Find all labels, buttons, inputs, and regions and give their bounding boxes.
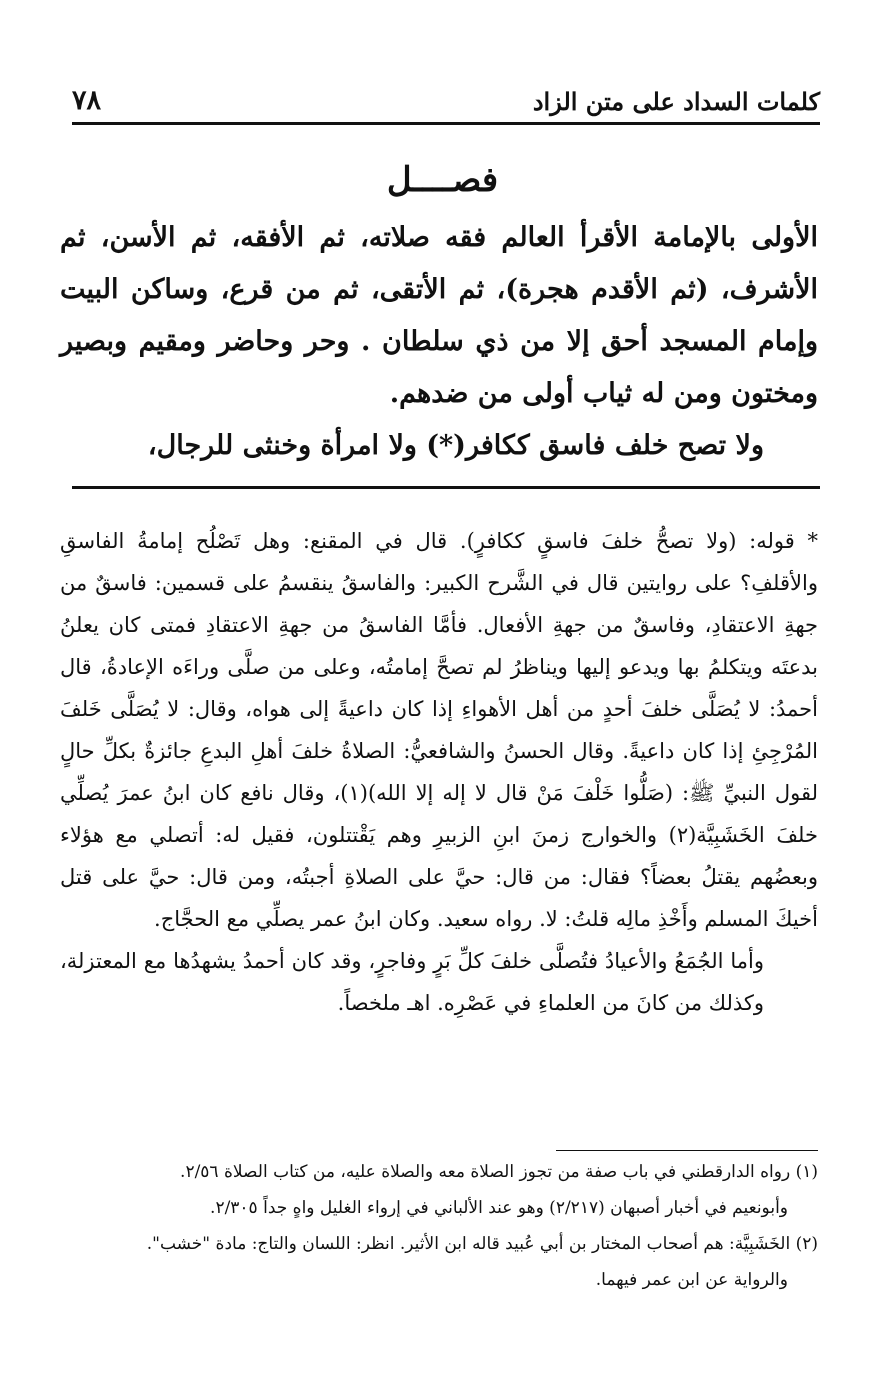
footnote-1: (١) رواه الدارقطني في باب صفة من تجوز الصلاة معه والصلاة عليه، من كتاب الصلاة ٢/٥٦.	[180, 1162, 818, 1182]
main-divider	[72, 486, 820, 489]
footnote-2-continued: والرواية عن ابن عمر فيهما.	[595, 1270, 788, 1290]
footnote-2: (٢) الخَشَبِيَّة: هم أصحاب المختار بن أبي عُبيد قاله ابن الأثير. انظر: اللسان والتاج: مادة "خشب".	[146, 1234, 818, 1254]
commentary-paragraph: وأما الجُمَعُ والأعيادُ فتُصلَّى خلفَ كلِّ بَرٍ وفاجرٍ، وقد كان أحمدُ يشهدُها مع المعتزلة، وكذلك من كانَ من العلماءِ في عَصْرِه. اهـ ملخصاً.	[60, 949, 764, 1015]
main-paragraph: ولا تصح خلف فاسق ككافر(*) ولا امرأة وخنثى للرجال،	[147, 430, 764, 461]
commentary	[60, 520, 818, 1024]
main-text	[60, 212, 818, 472]
running-header	[72, 78, 820, 125]
page-number: ٧٨	[72, 85, 102, 116]
section-title: فصــــل	[386, 160, 499, 200]
footnotes	[60, 1154, 818, 1298]
header-title: كلمات السداد على متن الزاد	[532, 87, 820, 116]
footnote-divider	[556, 1150, 818, 1151]
commentary-paragraph: * قوله: (ولا تصحُّ خلفَ فاسقٍ ككافرٍ). قال في المقنع: وهل تَصْلُح إمامةُ الفاسقِ والأقلفِ؟ على روايتين قال في الشَّرح الكبير: والفاسقُ ينقسمُ على قسمين: فاسقٌ من جهةِ الاعتقادِ، وفاسقٌ من جهةِ الأفعال. فأمَّا الفاسقُ من جهةِ الاعتقادِ فمتى كان يعلنُ بدعتَه ويتكلمُ بها ويدعو إليها ويناظرُ لم تصحَّ إمامتُه، وعلى من صلَّى وراءَه الإعادةُ، قال أحمدُ: لا يُصَلَّى خلفَ أحدٍ من أهل الأهواءِ إذا كان داعيةً إلى هواه، وقال: لا يُصَلَّى خَلفَ المُرْجِئِ إذا كان داعيةً. وقال الحسنُ والشافعيُّ: الصلاةُ خلفَ أهلِ البدعِ جائزةٌ بكلِّ حالٍ لقول النبيِّ ﷺ: (صَلُّوا خَلْفَ مَنْ قال لا إله إلا الله)(١)، وقال نافع كان ابنُ عمرَ يُصلِّي خلفَ الخَشَبِيَّة(٢) والخوارج زمنَ ابنِ الزبيرِ وهم يَقْتتلون، فقيل له: أتصلي مع هؤلاء وبعضُهم يقتلُ بعضاً؟ فقال: من قال: حيَّ على الصلاةِ أجبتُه، ومن قال: حيَّ على قتل أخيكَ المسلم وأَخْذِ مالِه قلتُ: لا. رواه سعيد. وكان ابنُ عمر يصلِّي مع الحجَّاج.	[60, 529, 818, 931]
footnote-1-continued: وأبونعيم في أخبار أصبهان (٢/٢١٧) وهو عند الألباني في إرواء الغليل واهٍ جداً ٢/٣٠٥.	[210, 1198, 788, 1218]
main-paragraph: الأولى بالإمامة الأقرأ العالم فقه صلاته، ثم الأفقه، ثم الأسن، ثم الأشرف، (ثم الأقدم هجرة)، ثم الأتقى، ثم من قرع، وساكن البيت وإمام المسجد أحق إلا من ذي سلطان . وحر وحاضر ومقيم وبصير ومختون ومن له ثياب أولى من ضدهم.	[60, 222, 818, 409]
